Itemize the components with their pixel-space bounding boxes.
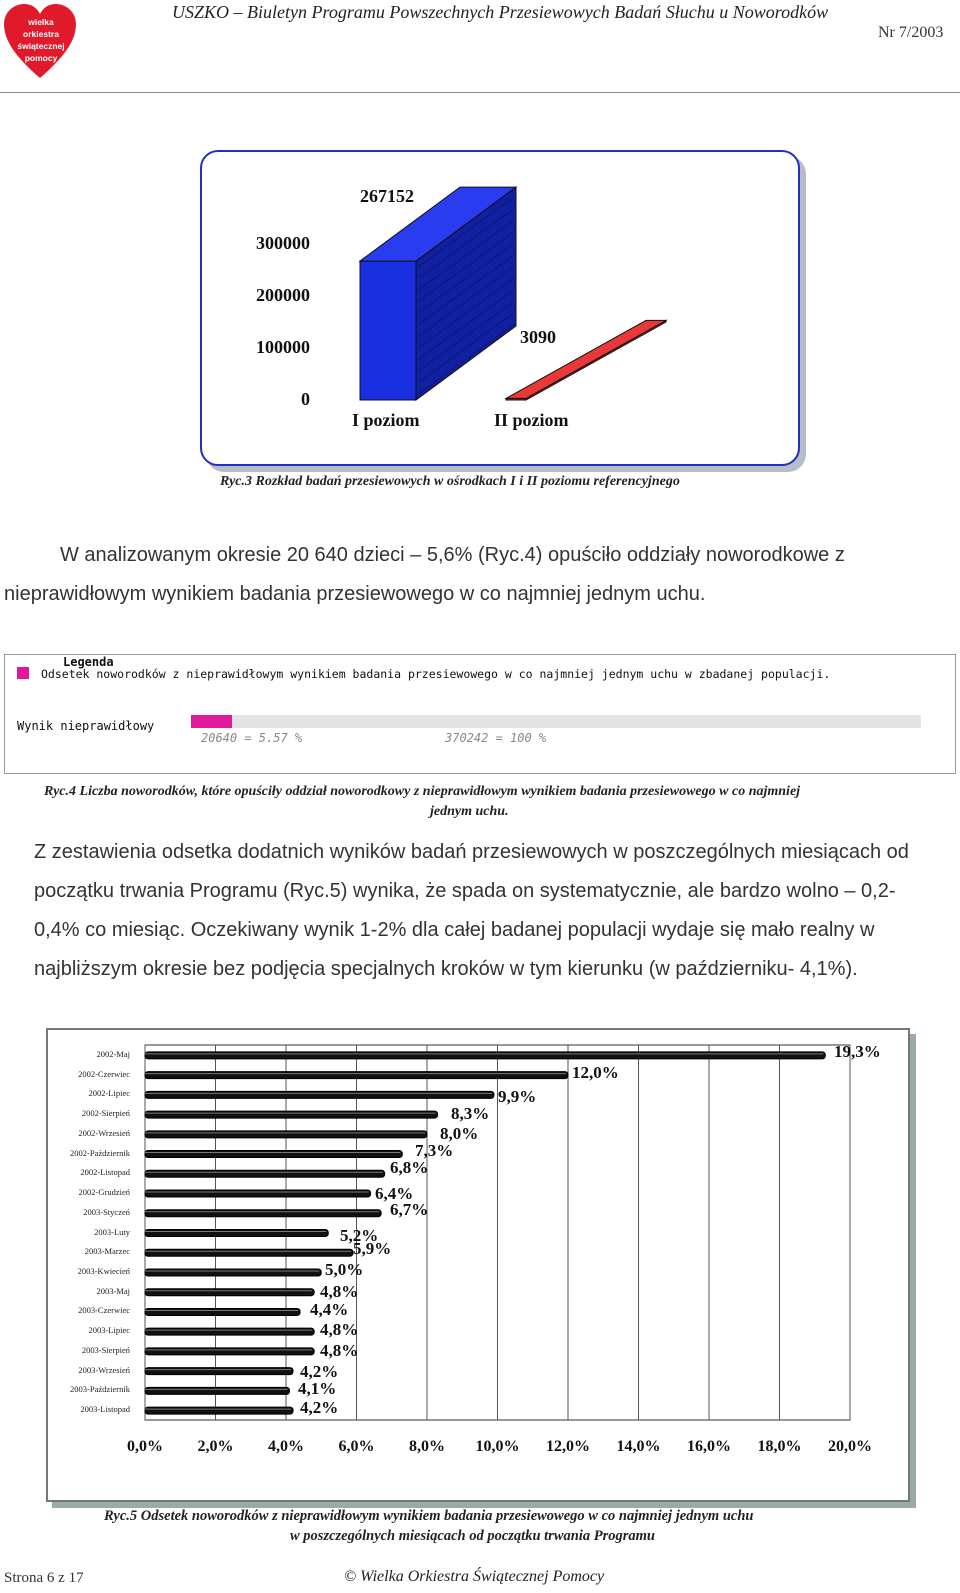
x-tick-label: 10,0% (475, 1438, 520, 1455)
bar-13 (145, 1289, 314, 1296)
x-category-label-2: II poziom (494, 410, 569, 430)
logo-text-2: świątecznej (17, 41, 65, 51)
data-label: 5,9% (353, 1239, 392, 1258)
category-label: 2002-Wrzesień (78, 1127, 130, 1138)
logo-text-1: wielka orkiestra (23, 17, 59, 39)
y-tick-label: 100000 (256, 337, 310, 357)
category-label: 2003-Październik (70, 1384, 130, 1395)
issue-number: Nr 7/2003 (878, 24, 944, 41)
x-tick-label: 20,0% (828, 1438, 872, 1455)
bulletin-title: USZKO – Biuletyn Programu Powszechnych Przesiewowych Badań Słuchu u Noworodków (172, 2, 829, 22)
paragraph2-line4: najbliższym okresie bez podjęcia specjalnych kroków w tym kierunku (w październiku- 4,1%). (34, 958, 858, 980)
paragraph1-line2: nieprawidłowym wynikiem badania przesiewowego w co najmniej jednym uchu. (4, 583, 706, 605)
data-label: 4,1% (298, 1379, 337, 1398)
logo-text-3: pomocy (24, 53, 58, 63)
figure5-caption-line1: Ryc.5 Odsetek noworodków z nieprawidłowym wynikiem badania przesiewowego w co najmniej jednym uchu (104, 1508, 754, 1524)
data-label: 12,0% (572, 1063, 619, 1082)
category-label: 2003-Kwiecień (77, 1265, 130, 1276)
bar-4 (145, 1111, 438, 1118)
category-label: 2002-Maj (96, 1048, 130, 1059)
data-label: 7,3% (415, 1141, 454, 1160)
paragraph1-line1: W analizowanym okresie 20 640 dzieci – 5,6% (Ryc.4) opuściło oddziały noworodkowe z (60, 544, 845, 566)
category-label: 2003-Wrzesień (78, 1364, 130, 1375)
category-label: 2003-Listopad (80, 1404, 130, 1415)
category-label: 2002-Sierpień (81, 1108, 130, 1119)
data-label: 8,0% (440, 1124, 479, 1143)
data-label: 9,9% (498, 1087, 537, 1106)
bar-16 (145, 1348, 314, 1355)
bar-5 (145, 1131, 427, 1138)
category-label: 2003-Maj (96, 1285, 130, 1296)
category-label: 2003-Czerwiec (78, 1305, 130, 1316)
bar-12 (145, 1269, 321, 1276)
bar-2 (145, 1072, 568, 1079)
y-tick-label: 300000 (256, 233, 310, 253)
x-tick-label: 16,0% (687, 1438, 731, 1455)
category-label: 2002-Październik (70, 1147, 130, 1158)
data-label: 4,2% (300, 1398, 339, 1417)
category-label: 2003-Styczeń (83, 1206, 130, 1217)
value-label-1: 267152 (360, 186, 414, 206)
bar-1 (145, 1052, 825, 1059)
bar-15 (145, 1328, 314, 1335)
x-category-label-1: I poziom (352, 410, 420, 430)
category-label: 2003-Luty (94, 1226, 130, 1237)
bar-6 (145, 1151, 402, 1158)
data-label: 6,7% (390, 1200, 429, 1219)
x-tick-label: 18,0% (757, 1438, 802, 1455)
legend-text: Odsetek noworodków z nieprawidłowym wynikiem badania przesiewowego w co najmniej jednym uchu w zbadanej populacji. (41, 667, 831, 681)
figure5-caption-line2: w poszczególnych miesiącach od początku trwania Programu (290, 1528, 655, 1544)
bar-8 (145, 1190, 371, 1197)
figure4-caption-line2: jednym uchu. (430, 804, 509, 819)
paragraph2-line3: 0,4% co miesiąc. Oczekiwany wynik 1-2% dla całej badanej populacji wydaje się mało realny w (34, 919, 875, 941)
value-label-2: 3090 (520, 327, 556, 347)
bar-3 (145, 1091, 494, 1098)
data-label: 4,8% (320, 1341, 359, 1360)
x-tick-label: 0,0% (127, 1438, 163, 1455)
data-label: 4,8% (320, 1320, 359, 1339)
bar-11 (145, 1249, 353, 1256)
bar-9 (145, 1210, 381, 1217)
x-tick-label: 8,0% (409, 1438, 445, 1455)
x-tick-label: 6,0% (338, 1438, 375, 1455)
y-tick-label: 0 (301, 389, 310, 409)
data-label: 5,0% (325, 1260, 364, 1279)
bar-7 (145, 1170, 385, 1177)
data-label: 4,4% (310, 1300, 349, 1319)
data-label: 5,2% (340, 1226, 379, 1245)
x-tick-label: 14,0% (616, 1438, 661, 1455)
data-label: 6,8% (390, 1158, 429, 1177)
figure3-caption: Ryc.3 Rozkład badań przesiewowych w ośrodkach I i II poziomu referencyjnego (220, 474, 680, 489)
bar-18 (145, 1387, 290, 1394)
data-label: 4,8% (320, 1282, 359, 1301)
bar-17 (145, 1368, 293, 1375)
bar-10 (145, 1230, 328, 1237)
legend-title: Legenda (63, 655, 114, 669)
figure4-caption-line1: Ryc.4 Liczba noworodków, które opuściły oddział noworodkowy z nieprawidłowym wynikiem badania przesiewowego w co najmniej (44, 784, 801, 799)
x-tick-label: 4,0% (268, 1438, 304, 1455)
paragraph2-line2: początku trwania Programu (Ryc.5) wynika, że spada on systematycznie, ale bardzo wolno – 0,2- (34, 880, 896, 902)
total-label: 370242 = 100 % (445, 731, 547, 745)
page-number: Strona 6 z 17 (4, 1570, 84, 1586)
data-label: 19,3% (834, 1042, 881, 1061)
category-label: 2002-Grudzień (78, 1187, 130, 1198)
category-label: 2003-Marzec (84, 1246, 130, 1257)
category-label: 2002-Czerwiec (78, 1068, 130, 1079)
x-tick-label: 12,0% (546, 1438, 590, 1455)
bar-14 (145, 1308, 300, 1315)
row-label: Wynik nieprawidłowy (17, 719, 155, 733)
paragraph2-line1: Z zestawienia odsetka dodatnich wyników badań przesiewowych w poszczególnych miesiącach od (34, 841, 909, 863)
category-label: 2002-Lipiec (88, 1088, 130, 1099)
value-label: 20640 = 5.57 % (201, 731, 303, 745)
data-label: 4,2% (300, 1362, 339, 1381)
data-label: 6,4% (375, 1184, 414, 1203)
category-label: 2003-Lipiec (88, 1325, 130, 1336)
data-label: 8,3% (451, 1104, 490, 1123)
bar-19 (145, 1407, 293, 1414)
category-label: 2002-Listopad (80, 1167, 130, 1178)
x-tick-label: 2,0% (197, 1438, 234, 1455)
copyright: © Wielka Orkiestra Świątecznej Pomocy (344, 1568, 605, 1585)
category-label: 2003-Sierpień (81, 1344, 130, 1355)
y-tick-label: 200000 (256, 285, 310, 305)
